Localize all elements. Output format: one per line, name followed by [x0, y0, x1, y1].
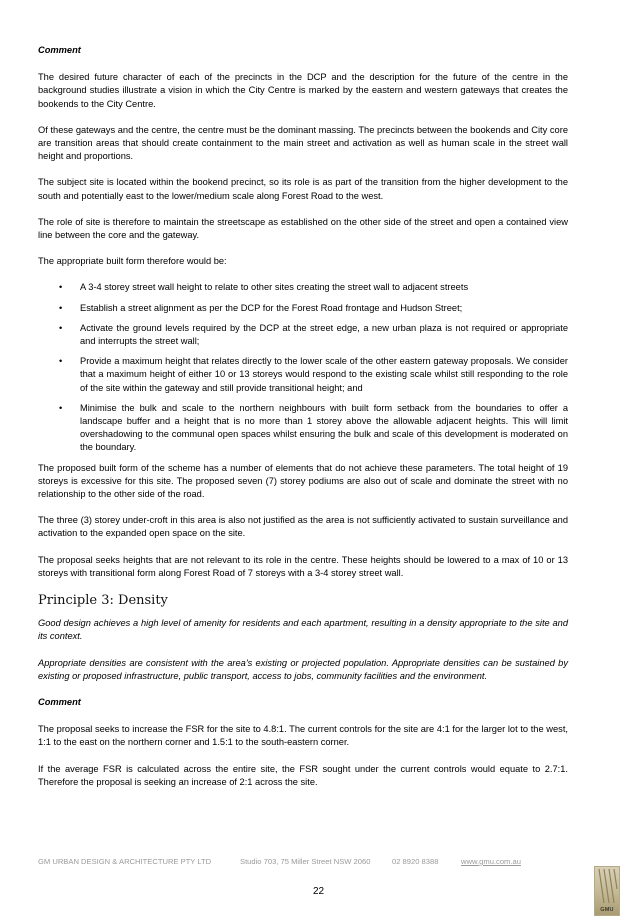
page-body	[38, 44, 568, 802]
body-paragraph: The proposal seeks to increase the FSR for the site to 4.8:1. The current controls for the site are 4:1 for the larger lot to the west, 1:1 to the east on the northern corner and 1.5:1 to the south-eastern corner.	[38, 724, 568, 748]
body-paragraph: The proposed built form of the scheme has a number of elements that do not achieve these parameters. The total height of 19 storeys is excessive for this site. The proposed seven (7) storey podiums are also out of scale and dominate the street with no relationship to the other side of the road.	[38, 462, 568, 500]
list-item: • Activate the ground levels required by the DCP at the street edge, a new urban plaza is not required or appropriate and interrupts the street wall;	[38, 322, 568, 348]
principle-statement: Appropriate densities are consistent with the area's existing or projected population. Appropriate densities can be sustained by existing or proposed infrastructure, public transport, access to jobs, community facilities and the environment.	[38, 657, 568, 681]
body-paragraph: Of these gateways and the centre, the centre must be the dominant massing. The precincts between the bookends and City core are transition areas that should create containment to the main street and activation as well as human scale in the street wall height and proportions.	[38, 124, 568, 162]
gmu-logo-icon	[594, 866, 620, 916]
list-item: • Establish a street alignment as per the DCP for the Forest Road frontage and Hudson Street;	[38, 302, 568, 315]
page-number: 22	[312, 886, 325, 897]
body-paragraph: The desired future character of each of the precincts in the DCP and the description for the future of the centre in the background studies illustrate a vision in which the City Centre is marked by the eastern and western gateways that creates the bookends to the City Centre.	[38, 72, 568, 109]
list-item: • Provide a maximum height that relates directly to the lower scale of the other eastern gateway proposals. We consider that a maximum height of either 10 or 13 storeys would respond to the existing scale whilst still responding to the role of the site within the gateway and still provide transitional height; and	[38, 355, 568, 395]
body-paragraph: The appropriate built form therefore would be:	[38, 256, 227, 267]
body-paragraph: The three (3) storey under-croft in this area is also not justified as the area is not sufficiently activated to sustain surveillance and activation to the expanded open space on the site.	[38, 515, 568, 539]
principle-statement: Good design achieves a high level of amenity for residents and each apartment, resulting in a density appropriate to the site and its context.	[38, 618, 568, 642]
comment-heading: Comment	[38, 696, 81, 707]
body-paragraph: The role of site is therefore to maintain the streetscape as established on the other side of the street and open a contained view line between the core and the gateway.	[38, 216, 568, 241]
list-item: • Minimise the bulk and scale to the northern neighbours with built form setback from the boundaries to offer a landscape buffer and a height that is no more than 1 storey above the allowable adjacent heights. This will limit overshadowing to the communal open spaces whilst ensuring the bulk and scale of this development is moderated on the boundary.	[38, 402, 568, 455]
body-paragraph: The proposal seeks heights that are not relevant to its role in the centre. These heights should be lowered to a max of 10 or 13 storeys with transitional form along Forest Road of 7 storeys with a 3-4 storey street wall.	[38, 554, 568, 578]
footer-phone: 02 8920 8388	[392, 857, 439, 866]
list-item: • A 3-4 storey street wall height to relate to other sites creating the street wall to adjacent streets	[38, 281, 568, 294]
footer-address: Studio 703, 75 Miller Street NSW 2060	[240, 857, 371, 866]
built-form-list	[38, 281, 568, 454]
footer-website-link[interactable]: www.gmu.com.au	[461, 857, 521, 866]
footer-company: GM URBAN DESIGN & ARCHITECTURE PTY LTD	[38, 857, 212, 866]
body-paragraph: If the average FSR is calculated across the entire site, the FSR sought under the current controls would equate to 2.7:1. Therefore the proposal is seeking an increase of 2:1 across the site.	[38, 763, 568, 787]
comment-heading: Comment	[38, 45, 81, 55]
section-heading: Principle 3: Density	[38, 593, 168, 609]
body-paragraph: The subject site is located within the bookend precinct, so its role is as part of the transition from the higher development to the south and potentially east to the lower/medium scale along Forest Road to the west.	[38, 177, 568, 201]
logo-text: GMU	[600, 907, 614, 913]
